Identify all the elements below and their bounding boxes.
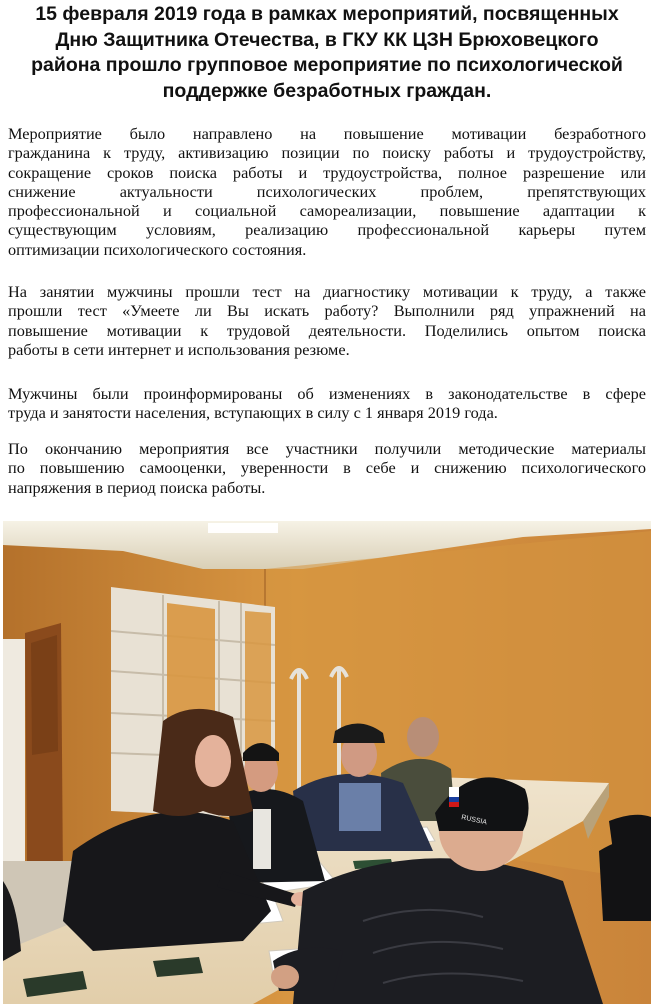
text-line: профессиональной и социальной самореализации, повышение адаптации к <box>8 201 646 221</box>
text-line: гражданина к труду, активизацию позиции по поиску работы и трудоустройству, <box>8 143 646 163</box>
text-line: существующим условиям, реализацию профессиональной карьеры путем <box>8 220 646 240</box>
title-line: поддержке безработных граждан. <box>162 79 492 102</box>
text-line: прошли тест «Умеете ли Вы искать работу? Выполнили ряд упражнений на <box>8 301 646 321</box>
left-white-wall <box>3 639 25 899</box>
text-line: Мужчины были проинформированы об изменениях в законодательстве в сфере <box>8 384 646 403</box>
title-line: Дню Защитника Отечества, в ГКУ КК ЦЗН Брюховецкого <box>55 28 599 51</box>
text-line: напряжения в период поиска работы. <box>8 477 266 497</box>
paragraph-legislation <box>8 384 646 423</box>
text-line: труда и занятости населения, вступающих в силу с 1 января 2019 года. <box>8 403 498 423</box>
paragraph-goals <box>8 124 646 259</box>
text-line: Мероприятие было направлено на повышение мотивации безработного <box>8 124 646 143</box>
text-line: сокращение сроков поиска работы и трудоустройства, полное разрешение или <box>8 162 646 182</box>
ceiling-lamp <box>208 523 278 533</box>
text-line: работы в сети интернет и использования резюме. <box>8 339 350 359</box>
text-line: На занятии мужчины прошли тест на диагностику мотивации к труду, а также <box>8 282 646 301</box>
text-line: по повышению самооценки, уверенности в себе и снижению психологического <box>8 458 646 478</box>
title-line: района прошло групповое мероприятие по психологической <box>31 54 623 76</box>
text-line: повышение мотивации к трудовой деятельности. Поделились опытом поиска <box>8 320 646 340</box>
title-line: 15 февраля 2019 года в рамках мероприятий, посвященных <box>35 3 619 25</box>
text-line: По окончанию мероприятия все участники получили методические материалы <box>8 439 646 458</box>
text-line: снижение актуальности психологических проблем, препятствующих <box>8 181 646 201</box>
article-title <box>0 2 654 104</box>
text-line: оптимизации психологического состояния. <box>8 239 307 259</box>
event-photo <box>3 521 651 1004</box>
cap-flag-label: RUSSIA <box>460 814 488 827</box>
paragraph-tests <box>8 282 646 359</box>
paragraph-materials <box>8 439 646 497</box>
